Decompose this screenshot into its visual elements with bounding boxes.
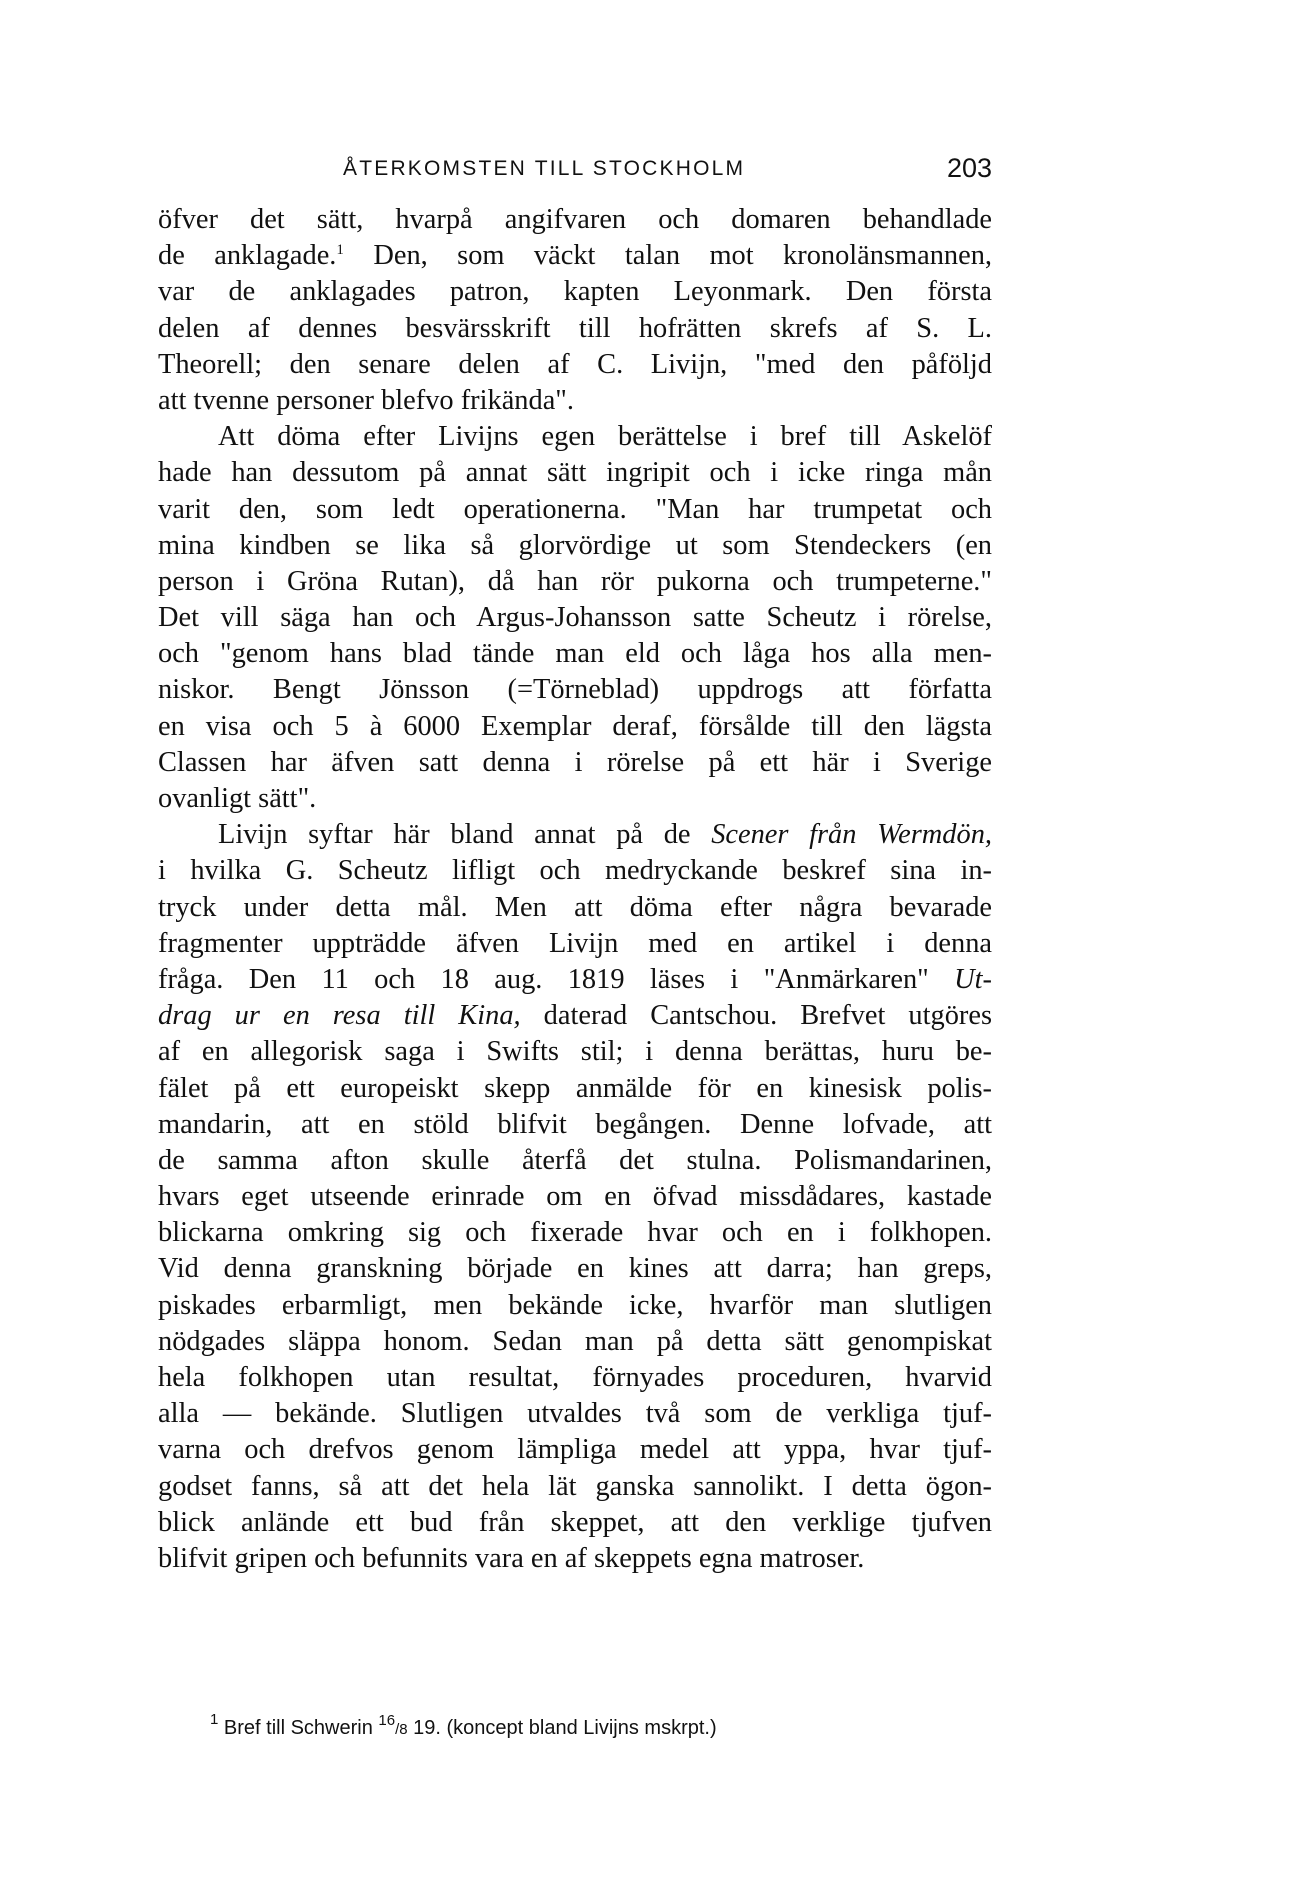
text-line: hvars eget utseende erinrade om en öfvad missdådares, kastade (158, 1181, 992, 1213)
text-line: piskades erbarmligt, men bekände icke, hvarför man slutligen (158, 1289, 992, 1321)
date-day: 16 (378, 1712, 396, 1729)
footnote-text: Bref till Schwerin (218, 1717, 379, 1739)
page-number: 203 (946, 153, 992, 183)
text-line: Det vill säga han och Argus-Johansson satte Scheutz i rörelse, (158, 602, 992, 634)
date-month: 8 (399, 1721, 408, 1738)
paragraph-start-line: Att döma efter Livijns egen berättelse i bref till Askelöf (218, 421, 992, 453)
text-line: Theorell; den senare delen af C. Livijn, "med den påföljd (158, 348, 992, 380)
text-line: drag ur en resa till Kina, daterad Cantschou. Brefvet utgöres (158, 1000, 992, 1032)
footnote-marker: 1 (210, 1711, 219, 1728)
text-line: delen af dennes besvärsskrift till hofrätten skrefs af S. L. (158, 312, 992, 344)
text-line: en visa och 5 à 6000 Exemplar deraf, försålde till den lägsta (158, 710, 992, 742)
text-line: varit den, som ledt operationerna. "Man har trumpetat och (158, 493, 992, 525)
italic-title: drag ur en resa till Kina, (158, 1000, 521, 1032)
text-line: de anklagade.$^1$ Den, som väckt talan mot kronolänsmannen, (158, 240, 992, 272)
text-line: öfver det sätt, hvarpå angifvaren och domaren behandlade (158, 204, 992, 235)
italic-title: Scener från Wermdön, (711, 819, 992, 851)
text-line: af en allegorisk saga i Swifts stil; i denna berättas, huru be- (158, 1036, 992, 1068)
paragraph-start-line: Livijn syftar här bland annat på de Scener från Wermdön, (218, 819, 992, 851)
text-line: Classen har äfven satt denna i rörelse på ett här i Sverige (158, 746, 992, 778)
text-line: godset fanns, så att det hela lät ganska sannolikt. I detta ögon- (158, 1470, 992, 1502)
text-line: Vid denna granskning började en kines att darra; han greps, (158, 1253, 992, 1285)
text-line: varna och drefvos genom lämpliga medel att yppa, hvar tjuf- (158, 1434, 992, 1466)
text-line: person i Gröna Rutan), då han rör pukorna och trumpeterne." (158, 565, 992, 597)
text-line: niskor. Bengt Jönsson (=Törneblad) uppdrogs att författa (158, 674, 992, 706)
text-line: var de anklagades patron, kapten Leyonmark. Den första (158, 276, 992, 308)
footnote (210, 1712, 717, 1740)
text-line: nödgades släppa honom. Sedan man på detta sätt genompiskat (158, 1325, 992, 1357)
text-line: blifvit gripen och befunnits vara en af skeppets egna matroser. (158, 1542, 865, 1574)
text-line: mina kindben se lika så glorvördige ut som Stendeckers (en (158, 529, 992, 561)
page-header (158, 153, 992, 193)
text-line: fragmenter uppträdde äfven Livijn med en artikel i denna (158, 927, 992, 959)
text-line: fråga. Den 11 och 18 aug. 1819 läses i "Anmärkaren" Ut- (158, 963, 992, 995)
footnote-text: 19. (koncept bland Livijns mskrpt.) (407, 1717, 717, 1739)
text-line: att tvenne personer blefvo frikända". (158, 384, 574, 416)
text-line: och "genom hans blad tände man eld och låga hos alla men- (158, 638, 992, 670)
italic-title: Ut- (954, 963, 992, 995)
text-line: hade han dessutom på annat sätt ingripit och i icke ringa mån (158, 457, 992, 489)
text-line: mandarin, att en stöld blifvit begången. Denne lofvade, att (158, 1108, 992, 1140)
date-separator: / (395, 1721, 400, 1738)
body-text (158, 202, 992, 1577)
text-line: de samma afton skulle återfå det stulna. Polismandarinen, (158, 1144, 992, 1176)
text-line: blick anlände ett bud från skeppet, att den verklige tjufven (158, 1506, 992, 1538)
text-line: tryck under detta mål. Men att döma efter några bevarade (158, 891, 992, 923)
text-line: hela folkhopen utan resultat, förnyades proceduren, hvarvid (158, 1362, 992, 1393)
text-line: alla — bekände. Slutligen utvaldes två som de verkliga tjuf- (158, 1398, 992, 1430)
text-line: ovanligt sätt". (158, 783, 317, 814)
text-line: fälet på ett europeiskt skepp anmälde för en kinesisk polis- (158, 1072, 992, 1104)
text-line: i hvilka G. Scheutz lifligt och medryckande beskref sina in- (158, 855, 992, 887)
footnote-date-fraction (378, 1712, 408, 1738)
text-line: blickarna omkring sig och fixerade hvar och en i folkhopen. (158, 1217, 992, 1249)
footnote-reference: 1 (336, 242, 344, 259)
running-head: ÅTERKOMSTEN TILL STOCKHOLM (343, 157, 746, 180)
